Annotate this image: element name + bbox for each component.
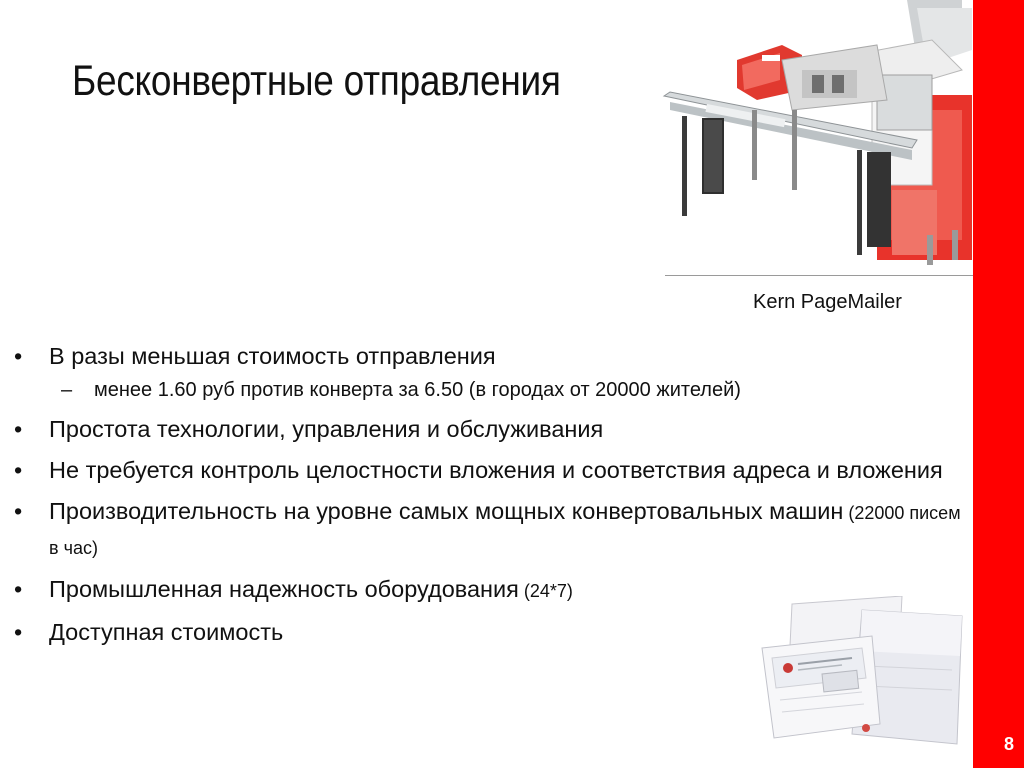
bullet-item <box>12 495 962 565</box>
photo-divider <box>665 275 973 276</box>
bullet-marker: • <box>14 457 23 483</box>
bullet-marker: • <box>14 343 23 369</box>
bullet-marker: • <box>14 416 23 442</box>
kern-pagemailer-machine-photo <box>662 0 974 276</box>
bullet-text: Доступная стоимость <box>49 619 284 645</box>
bullet-text: Промышленная надежность оборудования <box>49 576 519 602</box>
bullet-marker: • <box>14 576 23 602</box>
bullet-item <box>12 413 962 446</box>
self-mailer-letters-photo <box>752 596 970 746</box>
bullet-text: Производительность на уровне самых мощных конвертовальных машин <box>49 498 844 524</box>
bullet-item <box>12 454 962 487</box>
accent-side-bar <box>973 0 1024 768</box>
bullet-note: (22000 писем в час) <box>49 503 961 558</box>
bullet-note: (24*7) <box>518 581 573 601</box>
bullet-text: Простота технологии, управления и обслуживания <box>49 416 604 442</box>
page-number: 8 <box>1003 734 1014 754</box>
bullet-text: Не требуется контроль целостности вложения и соответствия адреса и вложения <box>49 457 943 483</box>
photo-caption: Kern PageMailer <box>753 291 902 313</box>
slide-title: Бесконвертные отправления <box>72 57 561 105</box>
sub-bullet-text: менее 1.60 руб против конверта за 6.50 (в городах от 20000 жителей) <box>94 379 741 401</box>
sub-bullet-marker: – <box>61 379 73 401</box>
bullet-item <box>12 340 962 373</box>
bullet-marker: • <box>14 619 23 645</box>
bullet-marker: • <box>14 498 23 524</box>
sub-bullet-item <box>12 375 962 405</box>
bullet-text: В разы меньшая стоимость отправления <box>49 343 496 369</box>
